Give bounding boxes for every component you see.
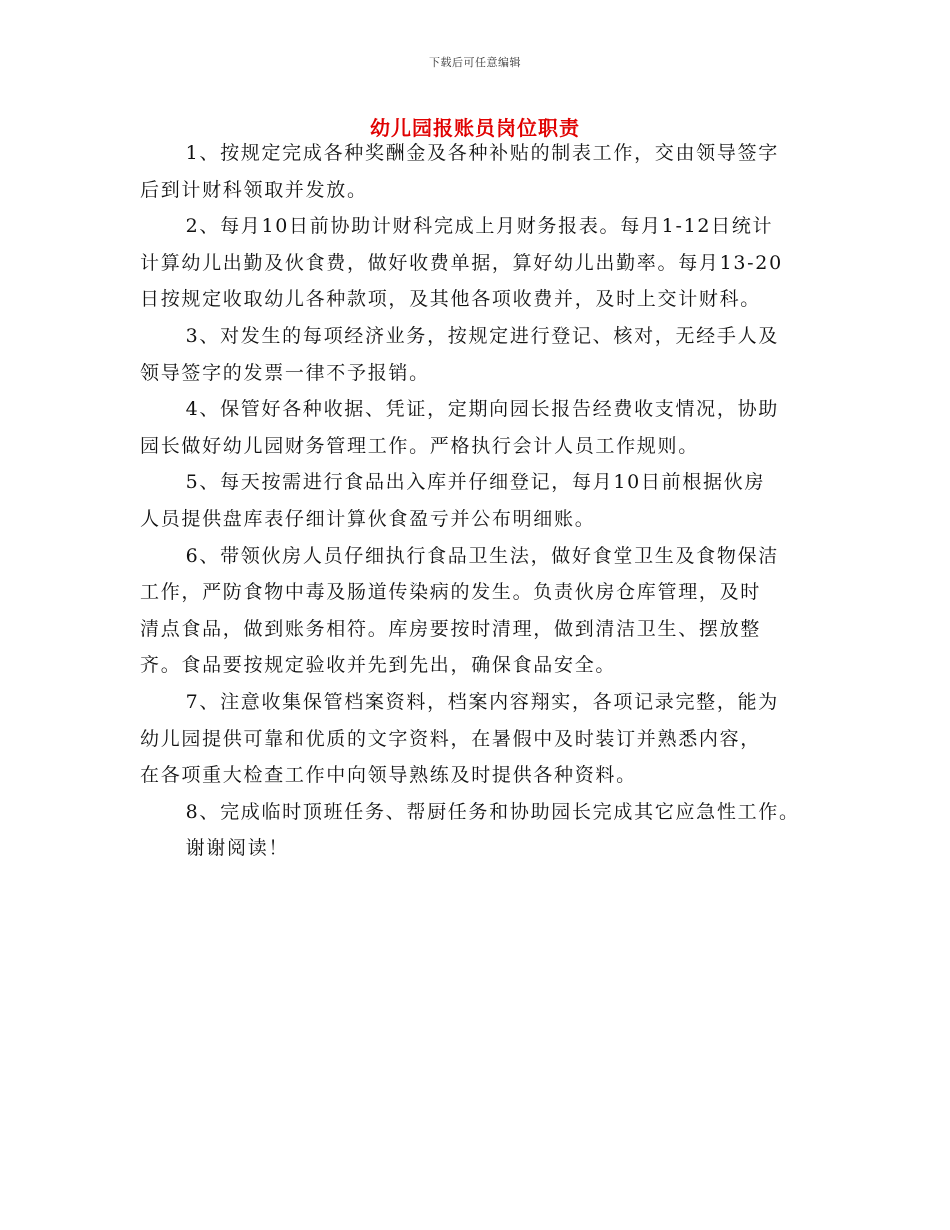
document-title: 幼儿园报账员岗位职责 bbox=[370, 116, 580, 140]
paragraph-3-line-1: 3、对发生的每项经济业务，按规定进行登记、核对，无经手人及 bbox=[185, 324, 779, 347]
paragraph-7-line-1: 7、注意收集保管档案资料，档案内容翔实，各项记录完整，能为 bbox=[185, 690, 779, 713]
paragraph-1-line-2: 后到计财科领取并发放。 bbox=[140, 178, 368, 201]
paragraph-6-line-3: 清点食品，做到账务相符。库房要按时清理，做到清洁卫生、摆放整 bbox=[140, 617, 762, 640]
paragraph-5-line-1: 5、每天按需进行食品出入库并仔细登记，每月10日前根据伙房 bbox=[185, 471, 766, 494]
paragraph-2-line-1: 2、每月10日前协助计财科完成上月财务报表。每月1-12日统计 bbox=[185, 215, 774, 238]
paragraph-6-line-2: 工作，严防食物中毒及肠道传染病的发生。负责伙房仓库管理，及时 bbox=[140, 581, 762, 604]
closing-line: 谢谢阅读！ bbox=[185, 837, 290, 860]
paragraph-2-line-3: 日按规定收取幼儿各种款项，及其他各项收费并，及时上交计财科。 bbox=[140, 288, 762, 311]
paragraph-6-line-4: 齐。食品要按规定验收并先到先出，确保食品安全。 bbox=[140, 654, 617, 677]
paragraph-7-line-2: 幼儿园提供可靠和优质的文字资料，在暑假中及时装订并熟悉内容， bbox=[140, 727, 762, 750]
document-body bbox=[140, 138, 830, 870]
paragraph-7-line-3: 在各项重大检查工作中向领导熟练及时提供各种资料。 bbox=[140, 764, 637, 787]
paragraph-4-line-1: 4、保管好各种收据、凭证，定期向园长报告经费收支情况，协助 bbox=[185, 398, 779, 421]
paragraph-1-line-1: 1、按规定完成各种奖酬金及各种补贴的制表工作，交由领导签字 bbox=[185, 142, 779, 164]
paragraph-3-line-2: 领导签字的发票一律不予报销。 bbox=[140, 361, 430, 384]
paragraph-4-line-2: 园长做好幼儿园财务管理工作。严格执行会计人员工作规则。 bbox=[140, 434, 699, 457]
paragraph-5-line-2: 人员提供盘库表仔细计算伙食盈亏并公布明细账。 bbox=[140, 507, 596, 530]
paragraph-2-line-2: 计算幼儿出勤及伙食费，做好收费单据，算好幼儿出勤率。每月13-20 bbox=[140, 251, 783, 274]
paragraph-6-line-1: 6、带领伙房人员仔细执行食品卫生法，做好食堂卫生及食物保洁 bbox=[185, 544, 779, 567]
header-note: 下载后可任意编辑 bbox=[429, 56, 521, 69]
paragraph-8-line-1: 8、完成临时顶班任务、帮厨任务和协助园长完成其它应急性工作。 bbox=[185, 800, 800, 823]
